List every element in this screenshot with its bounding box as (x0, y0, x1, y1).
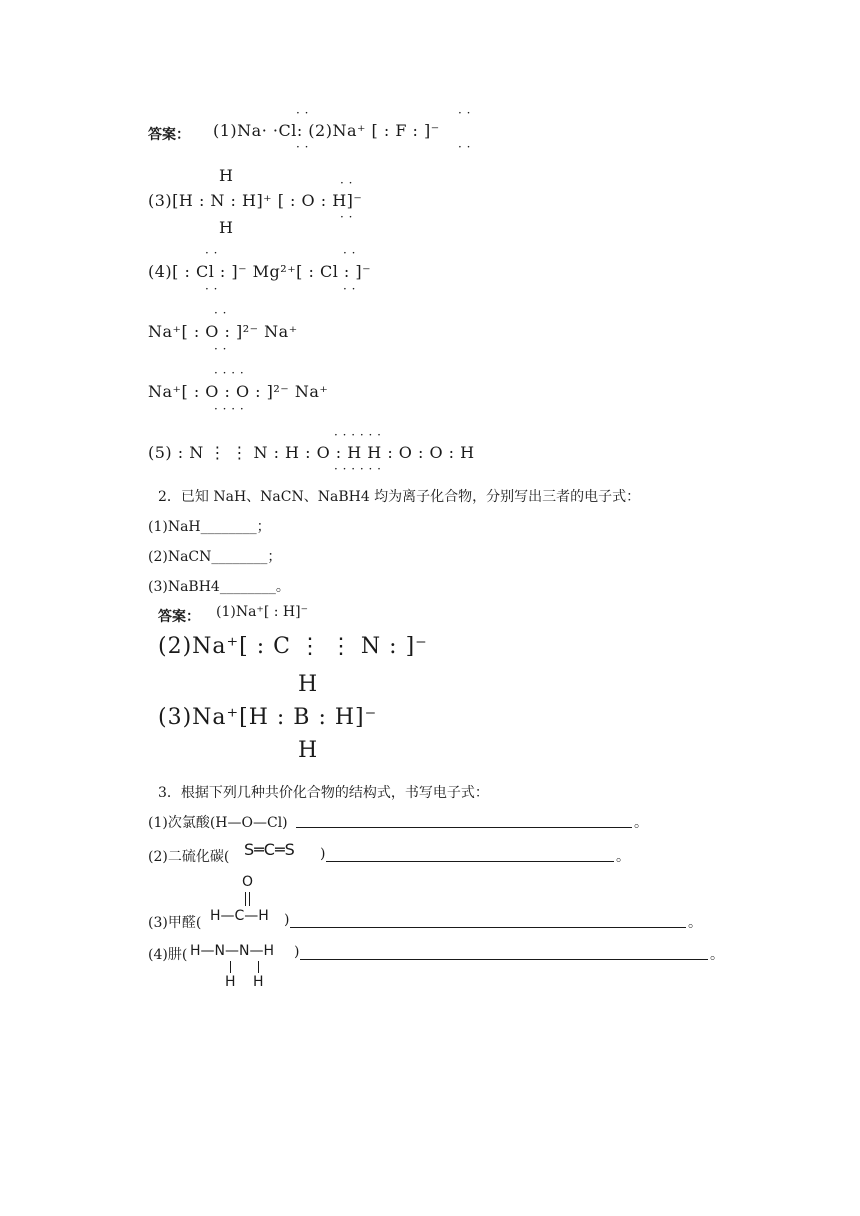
period: 。 (616, 849, 630, 865)
q3-item-4-prefix: (4)肼( (148, 947, 188, 963)
double-bond-line (249, 892, 250, 906)
dots: · · (296, 140, 309, 154)
q3-stem: 3．根据下列几种共价化合物的结构式，书写电子式： (158, 785, 489, 801)
period: 。 (710, 947, 724, 963)
q2-answer-3: (3)Na⁺[H : B : H]⁻ (158, 705, 378, 730)
answer-label: 答案： (158, 609, 200, 625)
q2-stem: 2．已知 NaH、NaCN、NaBH4 均为离子化合物，分别写出三者的电子式： (158, 489, 641, 505)
dots: · · · · (214, 366, 245, 380)
answer-blank (296, 827, 632, 828)
q1-formula-line2: (3)[H : N : H]⁺ [ : O : H]⁻ (148, 191, 363, 210)
dots: · · (340, 176, 353, 190)
q3-item-3-suffix: ) (284, 912, 290, 928)
dots: · · (340, 210, 353, 224)
q3-item-1: (1)次氯酸(H—O—Cl) (148, 815, 288, 831)
dots: · · (205, 282, 218, 296)
bond-line (230, 961, 231, 973)
q3-item-4-h1: H (225, 974, 236, 990)
dots: · · (343, 246, 356, 260)
bond-line (258, 961, 259, 973)
q3-item-4-suffix: ) (294, 944, 300, 960)
q2-item-3: (3)NaBH4________。 (148, 579, 290, 595)
q2-item-2: (2)NaCN________； (148, 549, 282, 565)
q3-item-2-struct: S═C═S (244, 840, 295, 859)
period: 。 (688, 915, 702, 931)
answer-blank (290, 927, 686, 928)
dots: · · (458, 106, 471, 120)
q3-item-3-struct: H—C—H (210, 908, 269, 924)
answer-blank (300, 959, 708, 960)
q1-formula-line4: Na⁺[ : O : ]²⁻ Na⁺ (148, 322, 298, 341)
dots: · · · · · · (334, 428, 382, 442)
period: 。 (634, 815, 648, 831)
dots: · · · · · · (334, 462, 382, 476)
dots: · · · · (214, 402, 245, 416)
q2-answer-3-top: H (298, 672, 319, 697)
q1-formula-line3: (4)[ : Cl : ]⁻ Mg²⁺[ : Cl : ]⁻ (148, 262, 372, 281)
dots: · · (296, 106, 309, 120)
q1-formula-line1: (1)Na· ·Cl: (2)Na⁺ [ : F : ]⁻ (213, 121, 440, 140)
q2-answer-1: (1)Na⁺[ : H]⁻ (216, 604, 308, 620)
q2-item-1: (1)NaH________； (148, 519, 271, 535)
q3-item-3-prefix: (3)甲醛( (148, 915, 202, 931)
q2-answer-3-bottom: H (298, 738, 319, 763)
double-bond-line (245, 892, 246, 906)
dots: · · (205, 246, 218, 260)
q1-formula-line2-bottom: H (219, 218, 234, 237)
q1-formula-line5: Na⁺[ : O : O : ]²⁻ Na⁺ (148, 382, 329, 401)
dots: · · (214, 342, 227, 356)
q3-item-3-oxygen: O (242, 874, 254, 890)
q1-formula-line6: (5) : N ⋮ ⋮ N : H : O : H H : O : O : H (148, 443, 475, 462)
dots: · · (343, 282, 356, 296)
dots: · · (458, 140, 471, 154)
answer-blank (326, 861, 614, 862)
q3-item-4-struct: H—N—N—H (190, 943, 274, 959)
q3-item-4-h2: H (253, 974, 264, 990)
q2-answer-2: (2)Na⁺[ : C ⋮ ⋮ N : ]⁻ (158, 634, 428, 659)
answer-label: 答案： (148, 127, 190, 143)
dots: · · (214, 306, 227, 320)
q3-item-2-suffix: ) (320, 846, 326, 862)
q3-item-2-prefix: (2)二硫化碳( (148, 849, 230, 865)
q1-formula-line2-top: H (219, 166, 234, 185)
